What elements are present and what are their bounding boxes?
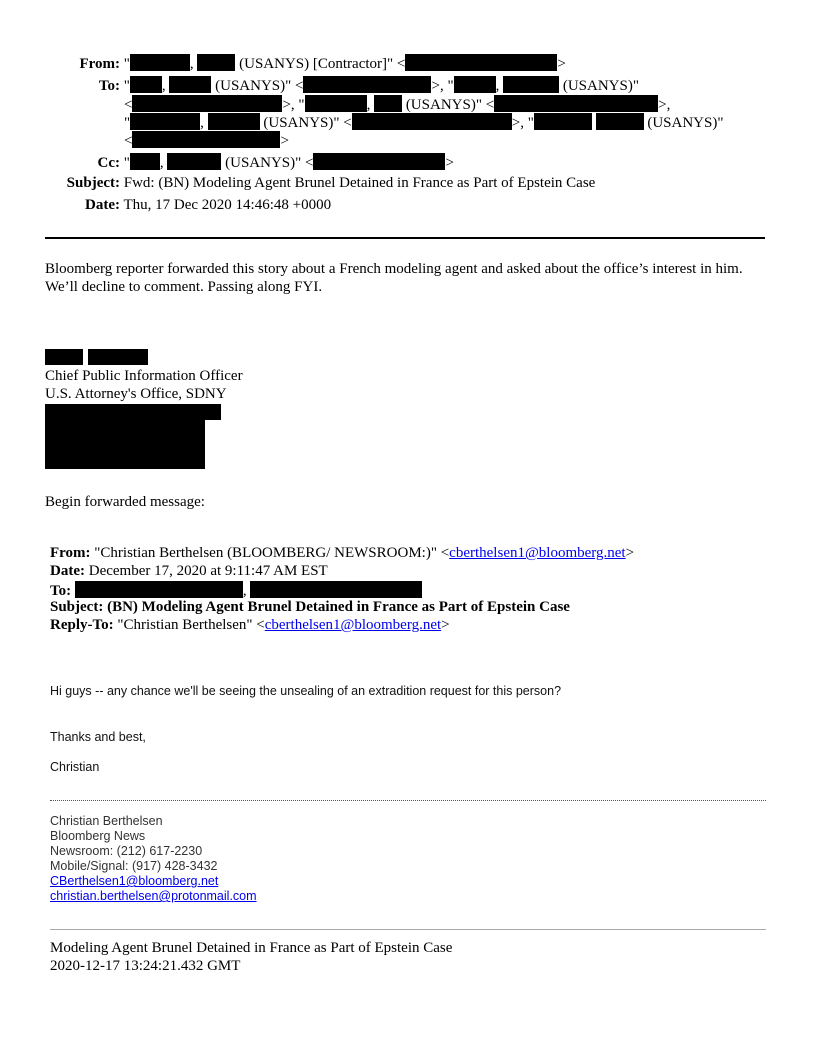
fwd-from-name: "Christian Berthelsen (BLOOMBERG/ NEWSROOM:)": [94, 545, 437, 561]
redaction: [45, 404, 221, 420]
sig-title: Chief Public Information Officer: [45, 368, 243, 384]
signature-email-1-link[interactable]: CBerthelsen1@bloomberg.net: [50, 874, 219, 888]
sig-office: U.S. Attorney's Office, SDNY: [45, 386, 227, 402]
redaction: [374, 95, 402, 112]
header-to-row-3: " , (USANYS)" < >, " (USANYS)": [124, 115, 724, 131]
to-seg5: (USANYS)": [647, 115, 724, 131]
fwd-replyto-name: "Christian Berthelsen": [117, 617, 253, 633]
redaction: [534, 113, 592, 130]
to-seg2: (USANYS)": [562, 78, 639, 94]
fwd-date-label: Date:: [50, 563, 85, 579]
redaction: [130, 113, 200, 130]
redaction: [303, 76, 431, 93]
fwd-subject-row: [50, 599, 570, 616]
header-to-row-2: < >, " , (USANYS)" < >,: [124, 97, 671, 113]
redaction: [130, 153, 160, 170]
redaction: [305, 95, 367, 112]
redaction: [494, 95, 658, 112]
message-line-2: Thanks and best,: [50, 730, 146, 744]
redaction: [208, 113, 260, 130]
fwd-date-text: December 17, 2020 at 9:11:47 AM EST: [88, 563, 328, 579]
body-paragraph: Bloomberg reporter forwarded this story about a French modeling agent and asked about the office’s interest in him. We’ll decline to comment. Passing along FYI.: [45, 261, 743, 295]
story-timestamp: 2020-12-17 13:24:21.432 GMT: [50, 958, 241, 974]
redaction: [132, 131, 280, 148]
message-line-1: Hi guys -- any chance we'll be seeing the unsealing of an extradition request for this person?: [50, 684, 562, 698]
begin-forwarded: Begin forwarded message:: [45, 494, 205, 510]
redaction: [45, 420, 205, 469]
redaction: [352, 113, 512, 130]
subject-text: Fwd: (BN) Modeling Agent Brunel Detained in France as Part of Epstein Case: [123, 175, 596, 191]
fwd-from-row: From: "Christian Berthelsen (BLOOMBERG/ NEWSROOM:)" <cberthelsen1@bloomberg.net>: [50, 545, 635, 561]
cc-label: Cc:: [97, 155, 120, 171]
fwd-subject-text: (BN) Modeling Agent Brunel Detained in France as Part of Epstein Case: [107, 599, 570, 615]
redaction: [130, 76, 162, 93]
to-seg3: (USANYS)": [405, 97, 482, 113]
redaction: [88, 349, 148, 365]
header-date-row: [45, 197, 331, 214]
fwd-subject-label: Subject:: [50, 599, 104, 615]
signature-org: Bloomberg News: [50, 829, 146, 843]
header-to-row-4: < >: [124, 133, 289, 149]
to-seg4: (USANYS)": [263, 115, 340, 131]
story-divider: [50, 929, 766, 930]
header-divider: [45, 237, 765, 239]
from-label: From:: [79, 56, 120, 72]
redaction: [313, 153, 445, 170]
header-to-row-1: To: " , (USANYS)" < >, " , (USANYS)": [45, 76, 639, 95]
redaction: [132, 95, 282, 112]
redaction: [250, 581, 422, 598]
fwd-replyto-email-link[interactable]: cberthelsen1@bloomberg.net: [264, 617, 442, 633]
date-label: Date:: [85, 197, 120, 213]
signature-divider: [50, 800, 766, 801]
fwd-to-label: To:: [50, 583, 72, 599]
header-subject-row: [45, 175, 595, 192]
story-title: Modeling Agent Brunel Detained in France as Part of Epstein Case: [50, 940, 453, 956]
redaction: [503, 76, 559, 93]
redaction: [197, 54, 235, 71]
message-line-3: Christian: [50, 760, 100, 774]
from-text: (USANYS) [Contractor]": [239, 56, 394, 72]
to-seg1: (USANYS)": [215, 78, 292, 94]
date-text: Thu, 17 Dec 2020 14:46:48 +0000: [123, 197, 332, 213]
redaction: [130, 54, 190, 71]
subject-label: Subject:: [66, 175, 120, 191]
cc-text: (USANYS)": [225, 155, 302, 171]
signature-newsroom: Newsroom: (212) 617-2230: [50, 844, 203, 858]
fwd-from-label: From:: [50, 545, 91, 561]
to-label: To:: [98, 78, 120, 94]
fwd-replyto-label: Reply-To:: [50, 617, 114, 633]
redaction: [75, 581, 243, 598]
fwd-date-row: [50, 563, 328, 580]
redaction: [454, 76, 496, 93]
signature-email-2-link[interactable]: christian.berthelsen@protonmail.com: [50, 889, 257, 903]
signature-name: Christian Berthelsen: [50, 814, 163, 828]
header-from-row: From: " , (USANYS) [Contractor]" < >: [45, 54, 566, 73]
redaction: [596, 113, 644, 130]
redaction: [405, 54, 557, 71]
header-cc-row: Cc: " , (USANYS)" < >: [45, 153, 454, 172]
fwd-from-email-link[interactable]: cberthelsen1@bloomberg.net: [449, 545, 626, 561]
redaction: [169, 76, 211, 93]
fwd-to-row: To: ,: [50, 581, 422, 600]
fwd-replyto-row: Reply-To: "Christian Berthelsen" <cberthelsen1@bloomberg.net>: [50, 617, 450, 633]
redaction: [167, 153, 221, 170]
signature-mobile: Mobile/Signal: (917) 428-3432: [50, 859, 218, 873]
redaction: [45, 349, 83, 365]
